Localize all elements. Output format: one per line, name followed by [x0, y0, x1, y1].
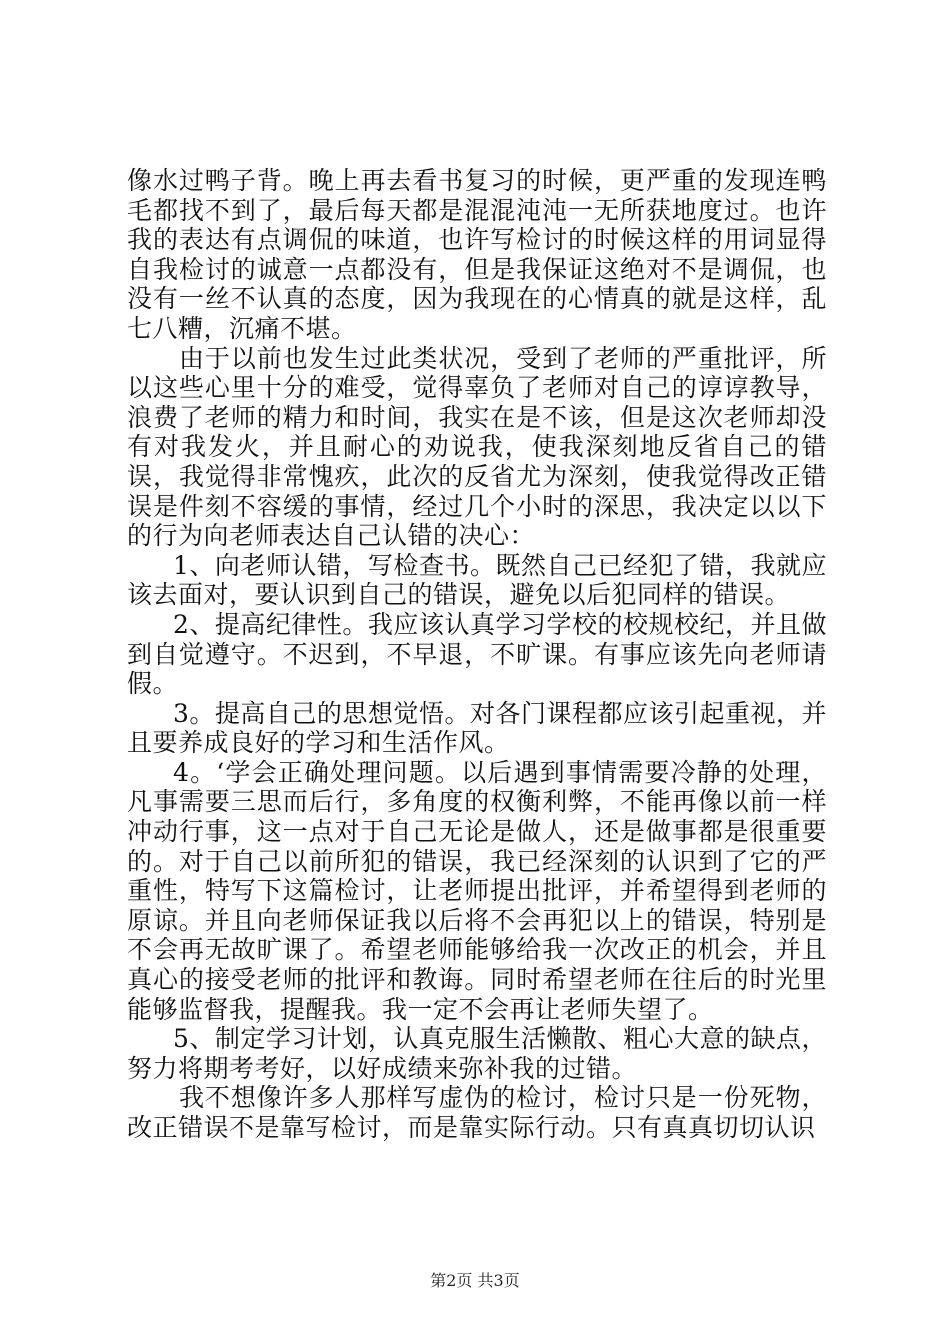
paragraph-closing: 我不想像许多人那样写虚伪的检讨，检讨只是一份死物，改正错误不是靠写检讨，而是靠实际行动。只有真真切切认识 — [127, 1083, 827, 1142]
list-item-1: 1、向老师认错，写检查书。既然自己已经犯了错，我就应该去面对，要认识到自己的错误，避免以后犯同样的错误。 — [127, 550, 827, 610]
list-item-3: 3。提高自己的思想觉悟。对各门课程都应该引起重视，并且要养成良好的学习和生活作风。 — [127, 698, 827, 758]
paragraph-continuation: 像水过鸭子背。晚上再去看书复习的时候，更严重的发现连鸭毛都找不到了，最后每天都是混混沌沌一无所获地度过。也许我的表达有点调侃的味道，也许写检讨的时候这样的用词显得自我检讨的诚意一点都没有，但是我保证这绝对不是调侃，也没有一丝不认真的态度，因为我现在的心情真的就是这样，乱七八糟，沉痛不堪。 — [127, 166, 827, 343]
page-footer: 第2页 共3页 — [430, 1271, 520, 1290]
paragraph-reflection: 由于以前也发生过此类状况，受到了老师的严重批评，所以这些心里十分的难受，觉得辜负了老师对自己的谆谆教导，浪费了老师的精力和时间，我实在是不该，但是这次老师却没有对我发火，并且耐心的劝说我，使我深刻地反省自己的错误，我觉得非常愧疚，此次的反省尤为深刻，使我觉得改正错误是件刻不容缓的事情，经过几个小时的深思，我决定以以下的行为向老师表达自己认错的决心： — [127, 343, 827, 551]
list-item-2: 2、提高纪律性。我应该认真学习学校的校规校纪，并且做到自觉遵守。不迟到，不早退，不旷课。有事应该先向老师请假。 — [127, 609, 827, 699]
document-body — [127, 166, 827, 1143]
list-item-4: 4。‘学会正确处理问题。以后遇到事情需要冷静的处理，凡事需要三思而后行，多角度的权衡利弊，不能再像以前一样冲动行事，这一点对于自己无论是做人，还是做事都是很重要的。对于自己以前所犯的错误，我已经深刻的认识到了它的严重性，特写下这篇检讨，让老师提出批评，并希望得到老师的原谅。并且向老师保证我以后将不会再犯以上的错误，特别是不会再无故旷课了。希望老师能够给我一次改正的机会，并且真心的接受老师的批评和教诲。同时希望老师在往后的时光里能够监督我，提醒我。我一定不会再让老师失望了。 — [127, 757, 827, 1024]
list-item-5: 5、制定学习计划，认真克服生活懒散、粗心大意的缺点，努力将期考考好，以好成绩来弥补我的过错。 — [127, 1024, 827, 1083]
